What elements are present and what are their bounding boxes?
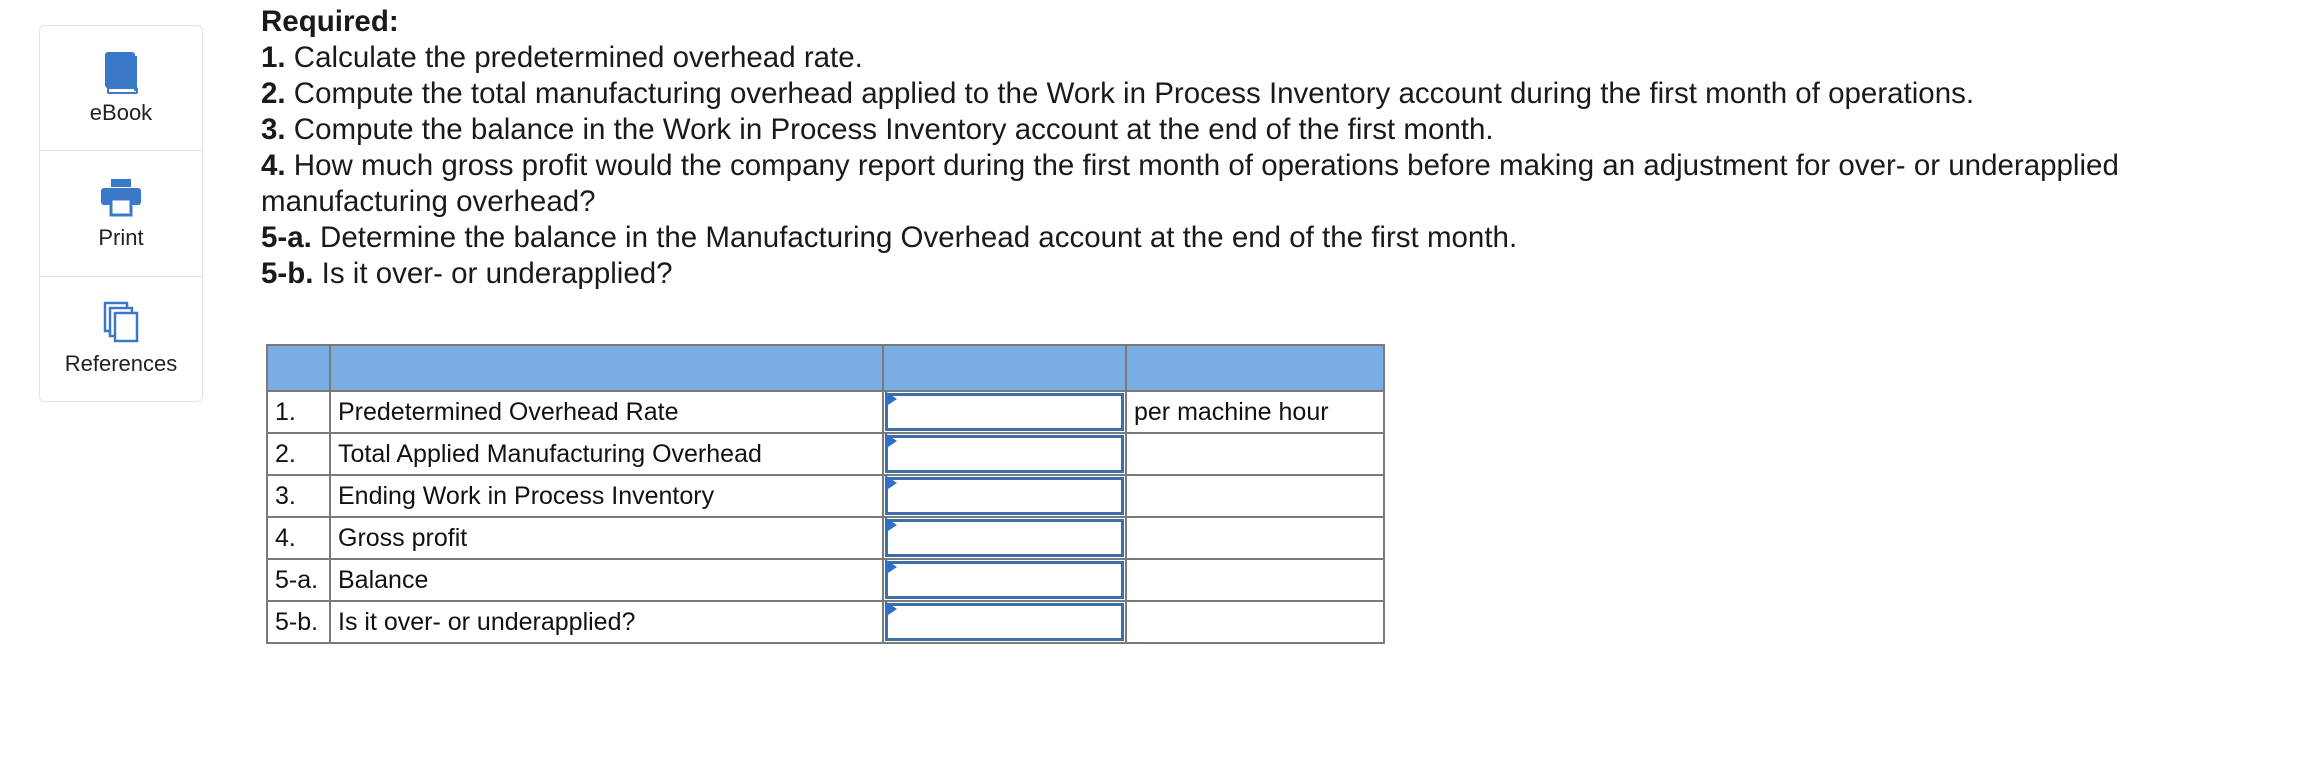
row-number: 3.: [267, 475, 330, 517]
applied-overhead-input[interactable]: [885, 435, 1124, 473]
ebook-label: eBook: [89, 100, 153, 125]
unit-label: per machine hour: [1126, 391, 1384, 433]
row-number: 1.: [267, 391, 330, 433]
row-number: 5-a.: [267, 559, 330, 601]
requirement-5b: 5-b. Is it over- or underapplied?: [261, 257, 673, 290]
book-icon: [99, 50, 143, 94]
header-cell: [330, 345, 883, 391]
row-label: Total Applied Manufacturing Overhead: [330, 433, 883, 475]
row-label: Gross profit: [330, 517, 883, 559]
header-cell: [883, 345, 1126, 391]
ending-wip-input[interactable]: [885, 477, 1124, 515]
unit-label: [1126, 433, 1384, 475]
answer-cell: [883, 475, 1126, 517]
answer-table: [266, 344, 1385, 644]
print-button[interactable]: [39, 151, 203, 277]
row-label: Ending Work in Process Inventory: [330, 475, 883, 517]
tool-rail: [39, 25, 203, 402]
row-number: 5-b.: [267, 601, 330, 643]
table-row: [267, 391, 1384, 433]
references-button[interactable]: [39, 277, 203, 402]
printer-icon: [99, 175, 143, 219]
documents-icon: [99, 301, 143, 345]
row-number: 2.: [267, 433, 330, 475]
answer-cell: [883, 391, 1126, 433]
requirement-5a: 5-a. Determine the balance in the Manufacturing Overhead account at the end of the first month.: [261, 221, 1518, 254]
unit-label: [1126, 559, 1384, 601]
print-label: Print: [98, 225, 144, 250]
gross-profit-input[interactable]: [885, 519, 1124, 557]
unit-label: [1126, 517, 1384, 559]
header-cell: [267, 345, 330, 391]
unit-label: [1126, 475, 1384, 517]
table-row: [267, 475, 1384, 517]
answer-cell: [883, 559, 1126, 601]
required-heading: Required:: [261, 5, 399, 38]
requirement-4: 4. How much gross profit would the company report during the first month of operations before making an adjustment for over- or underapplied manufacturing overhead?: [261, 149, 2119, 218]
references-label: References: [64, 351, 178, 376]
ebook-button[interactable]: [39, 25, 203, 151]
requirement-3: 3. Compute the balance in the Work in Process Inventory account at the end of the first month.: [261, 113, 1494, 146]
requirement-1: 1. Calculate the predetermined overhead rate.: [261, 41, 863, 74]
cell-marker-icon: [884, 560, 898, 576]
row-label: Balance: [330, 559, 883, 601]
question-text: [261, 4, 2241, 292]
answer-cell: [883, 517, 1126, 559]
table-row: [267, 517, 1384, 559]
row-label: Predetermined Overhead Rate: [330, 391, 883, 433]
cell-marker-icon: [884, 434, 898, 450]
predetermined-rate-input[interactable]: [885, 393, 1124, 431]
balance-input[interactable]: [885, 561, 1124, 599]
over-under-select[interactable]: [885, 603, 1124, 641]
answer-cell: [883, 433, 1126, 475]
answer-cell: [883, 601, 1126, 643]
row-number: 4.: [267, 517, 330, 559]
header-cell: [1126, 345, 1384, 391]
table-header-row: [267, 345, 1384, 391]
requirement-2: 2. Compute the total manufacturing overhead applied to the Work in Process Inventory account during the first month of operations.: [261, 77, 1975, 110]
cell-marker-icon: [884, 518, 898, 534]
cell-marker-icon: [884, 602, 898, 618]
row-label: Is it over- or underapplied?: [330, 601, 883, 643]
unit-label: [1126, 601, 1384, 643]
table-row: [267, 559, 1384, 601]
cell-marker-icon: [884, 392, 898, 408]
table-row: [267, 601, 1384, 643]
table-row: [267, 433, 1384, 475]
cell-marker-icon: [884, 476, 898, 492]
